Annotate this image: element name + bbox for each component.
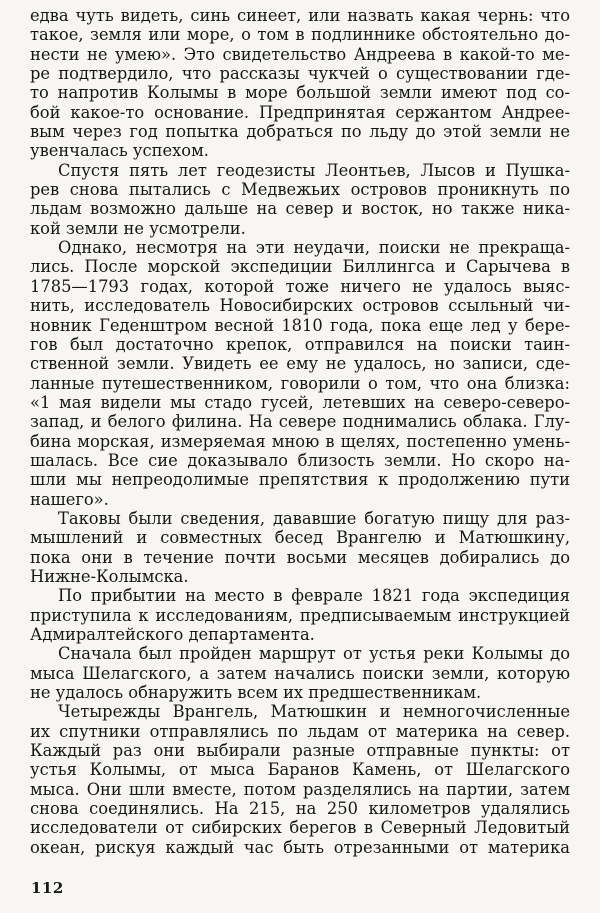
text-line: вым через год попытка добраться по льду до этой земли не: [30, 122, 570, 142]
paragraph: [30, 161, 570, 238]
text-line: «1 мая видели мы стадо гусей, летевших на северо-северо-: [30, 392, 570, 412]
text-line: новник Геденштром весной 1810 года, пока еще лед у бере-: [30, 315, 570, 335]
text-line: Четырежды Врангель, Матюшкин и немногочисленные: [58, 702, 570, 722]
paragraph: [30, 644, 570, 702]
text-line: лись. После морской экспедиции Биллингса и Сарычева в: [30, 257, 570, 277]
text-line: гов был достаточно крепок, отправился на поиски таин-: [30, 334, 570, 354]
text-line: кой земли не усмотрели.: [30, 218, 246, 238]
text-line: едва чуть видеть, синь синеет, или назвать какая чернь: что: [30, 6, 570, 25]
body-text: [30, 6, 570, 857]
text-line: шалась. Все сие доказывало близость земли. Но скоро на-: [30, 450, 570, 470]
text-line: приступила к исследованиям, предписываемым инструкцией: [30, 605, 570, 625]
text-line: шли мы непреодолимые препятствия к продолжению пути: [30, 470, 570, 490]
text-line: увенчалась успехом.: [30, 141, 209, 161]
text-line: Спустя пять лет геодезисты Леонтьев, Лысов и Пушка-: [58, 160, 570, 180]
paragraph: [30, 702, 570, 857]
text-line: Однако, несмотря на эти неудачи, поиски не прекраща-: [58, 238, 570, 258]
page-number: 112: [31, 879, 64, 897]
text-line: запад, и белого филина. На севере поднимались облака. Глу-: [30, 412, 570, 432]
text-line: мыса. Они шли вместе, потом разделялись на партии, затем: [30, 779, 570, 799]
text-line: Нижне-Колымска.: [30, 566, 189, 586]
paragraph: [30, 586, 570, 644]
text-line: не удалось обнаружить всем их предшественникам.: [30, 683, 482, 703]
text-line: ре подтвердило, что рассказы чукчей о существовании где-: [30, 64, 570, 84]
text-line: мышлений и совместных бесед Врангелю и Матюшкину,: [30, 528, 570, 548]
text-line: Адмиралтейского департамента.: [30, 625, 315, 644]
text-line: льдам возможно дальше на север и восток, но также ника-: [30, 199, 570, 219]
text-line: рев снова пытались с Медвежьих островов проникнуть по: [30, 180, 570, 200]
text-line: то напротив Колымы в море большой земли имеют под со-: [30, 83, 570, 103]
text-line: бина морская, измеряемая мною в щелях, постепенно умень-: [30, 431, 570, 451]
text-line: Сначала был пройден маршрут от устья реки Колымы до: [58, 644, 570, 664]
text-line: бой какое-то основание. Предпринятая сержантом Андрее-: [30, 102, 570, 122]
text-line: их спутники отправлялись по льдам от материка на север.: [30, 721, 570, 741]
text-line: нашего».: [30, 489, 109, 509]
text-line: исследователи от сибирских берегов в Северный Ледовитый: [30, 818, 570, 838]
text-line: такое, земля или море, о том в подлиннике обстоятельно до-: [30, 25, 570, 45]
text-line: океан, рискуя каждый час быть отрезанными от материка: [30, 837, 570, 857]
text-line: Каждый раз они выбирали разные отправные пункты: от: [30, 741, 570, 761]
text-line: нить, исследователь Новосибирских островов ссыльный чи-: [30, 296, 570, 316]
text-line: 1785—1793 годах, которой тоже ничего не удалось выяс-: [30, 276, 570, 296]
text-line: устья Колымы, от мыса Баранов Камень, от Шелагского: [30, 760, 570, 780]
text-line: ственной земли. Увидеть ее ему не удалось, но записи, сде-: [30, 354, 570, 374]
text-line: По прибытии на место в феврале 1821 года экспедиция: [58, 586, 570, 606]
paragraph: [30, 509, 570, 586]
paragraph: [30, 238, 570, 509]
text-line: пока они в течение почти восьми месяцев добирались до: [30, 547, 570, 567]
text-line: Таковы были сведения, дававшие богатую пищу для раз-: [58, 508, 570, 528]
text-line: нести не умею». Это свидетельство Андреева в какой-то ме-: [30, 44, 570, 64]
text-line: мыса Шелагского, а затем начались поиски земли, которую: [30, 663, 570, 683]
paragraph: [30, 6, 570, 161]
text-line: снова соединялись. На 215, на 250 километров удалялись: [30, 799, 570, 819]
text-line: ланные путешественником, говорили о том, что она близка:: [30, 373, 570, 393]
